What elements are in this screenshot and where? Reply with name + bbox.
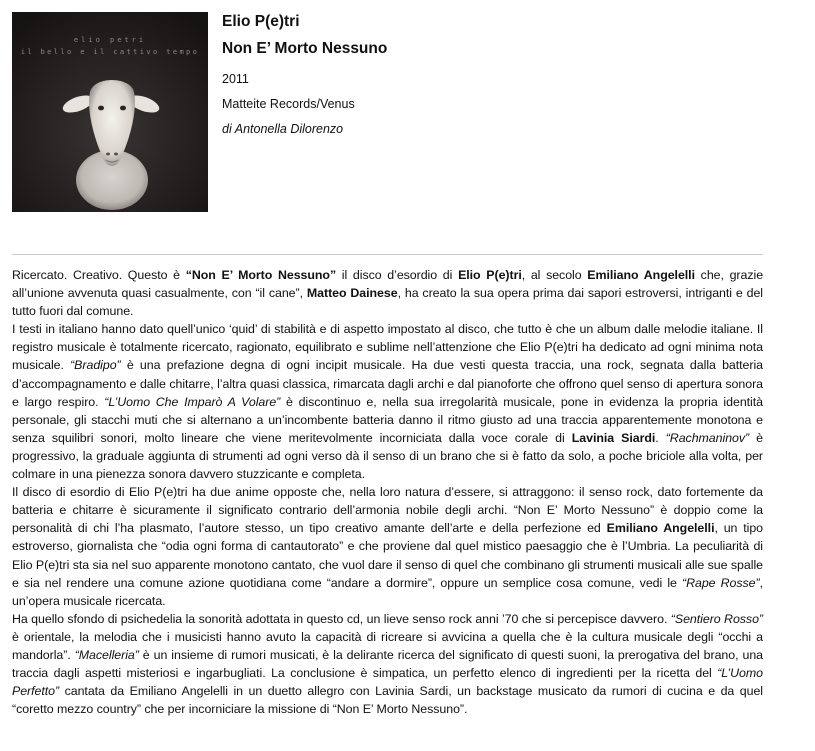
artist-name: Elio P(e)tri [222, 13, 300, 30]
track-title: “Bradipo” [70, 358, 121, 373]
review-author: di Antonella Dilorenzo [222, 122, 344, 136]
record-label: Matteite Records/Venus [222, 97, 355, 111]
review-text: I testi in italiano hanno dato quell’unico ‘quid’ di stabilità e di aspetto impostato al disco, che tutto è che un album dalle melodie italiane. Il registro musicale è totalmente ricercato, ragionato, equilibrato e sublime nell’attenzione che Elio P(e)tri ha dedicato ad ogni minima nota musicale. [12, 322, 763, 373]
cover-title-line2: il bello e il cattivo tempo [20, 48, 200, 56]
track-title: “Sentiero Rosso” [670, 611, 763, 626]
review-text: , ha creato la sua opera prima dai sapori estroversi, intriganti e del tutto fuori dal comune. [12, 286, 763, 319]
review-text: il disco d’esordio di [336, 268, 459, 282]
bold-name: Matteo Dainese [306, 286, 398, 301]
album-cover-art [12, 12, 208, 212]
review-text: è orientale, la melodia che i musicisti hanno avuto la capacità di ricreare si avvicina a quella che è la cultura musicale degli “occhi a mandorla”. [12, 629, 763, 662]
bold-name: “Non E’ Morto Nessuno” [185, 268, 337, 282]
album-title: Non E’ Morto Nessuno [222, 40, 388, 57]
review-text: è discontinuo e, nella sua irregolarità musicale, pone in evidenza la propria identità personale, gli stacchi muti che si alternano a un’incombente batteria danno il ritmo giusto ad una traccia apparentemente monotona e senza squilibri sonori, molto lineare che viene meritevolmente incorniciata dalla voce corale di [12, 394, 763, 445]
track-title: “Rachmaninov” [665, 430, 750, 445]
track-title: “L’Uomo Perfetto” [12, 666, 763, 699]
review-paragraph [12, 266, 763, 320]
review-text: Ha quello sfondo di psichedelia la sonorità adottata in questo cd, un lieve senso rock anni ’70 che si percepisce davvero. [12, 611, 671, 626]
album-details [222, 12, 387, 137]
bold-name: Elio P(e)tri [458, 268, 522, 282]
review-text: Il disco di esordio di Elio P(e)tri ha due anime opposte che, nella loro natura d’essere, si attraggono: il senso rock, dato fortemente da batteria e chitarre è sicuramente il significato contrario dell’armonia nobile degli archi. “Non E’ Morto Nessuno” è doppio come la personalità di chi l’ha plasmato, l’autore stesso, un tipo creativo amante dell’arte e della perfezione ed [12, 485, 763, 536]
review-text: è progressivo, la graduale aggiunta di strumenti ad ogni verso dà il senso di un brano che si è fatto da solo, a poche briciole alla volta, per colmare in una pienezza sonora davvero stuzzicante e completa. [12, 430, 763, 482]
review-text: . [655, 430, 666, 445]
cover-title-line1: elio petri [73, 36, 147, 44]
review-text: è un insieme di rumori musicati, è la delirante ricerca del significato di questi suoni, la prerogativa del brano, una traccia dagli aspetti misteriosi e ingarbugliati. La conclusione è simpatica, un perfetto elenco di ingredienti per la ricetta del [12, 647, 763, 681]
review-text: , un tipo estroverso, giornalista che “odia ogni forma di cantautorato” e che proviene dal quel mistico paesaggio che è l’Umbria. La peculiarità di Elio P(e)tri sta sia nel suo apparente monotono cantato, che vuol dare il senso di quel che combinano gli strumenti musicali alle sue spalle e sia nel rendere una comune azione quotidiana come “andare a dormire”, oppure un semplice cosa comune, vedi le [12, 521, 764, 590]
review-text: cantata da Emiliano Angelelli in un duetto allegro con Lavinia Sardi, un backstage musicato da rumori di cucina e da quel “coretto mezzo country” che per incorniciare la missione di “Non E’ Morto Nessuno”. [12, 684, 763, 717]
review-text: , un’opera musicale ricercata. [12, 575, 763, 608]
bold-name: Emiliano Angelelli [587, 268, 695, 282]
release-year: 2011 [222, 72, 249, 86]
review-paragraph [12, 483, 763, 610]
review-text: che, grazie all’unione avvenuta quasi casualmente, con “il cane”, [12, 268, 764, 301]
track-title: “Rape Rosse” [682, 575, 760, 590]
track-title: “L’Uomo Che Imparò A Volare” [104, 394, 281, 409]
review-text: , al secolo [521, 268, 588, 282]
bold-name: Emiliano Angelelli [606, 521, 715, 536]
review-body [12, 266, 763, 718]
section-divider [12, 254, 763, 255]
bold-name: Lavinia Siardi [571, 430, 656, 445]
review-paragraph [12, 610, 763, 719]
review-paragraph [12, 320, 763, 483]
review-text: è una prefazione degna di ogni incipit musicale. Ha due vesti questa traccia, una rock, segnata dalla batteria d’accompagnamento e dalle chitarre, l’altra quasi classica, rimarcata dagli archi e dal pianoforte che offrono quel senso di apertura sonora e largo respiro. [12, 358, 764, 409]
track-title: “Macelleria” [74, 647, 139, 662]
review-text: Ricercato. Creativo. Questo è [12, 268, 186, 282]
album-cover [12, 12, 208, 212]
